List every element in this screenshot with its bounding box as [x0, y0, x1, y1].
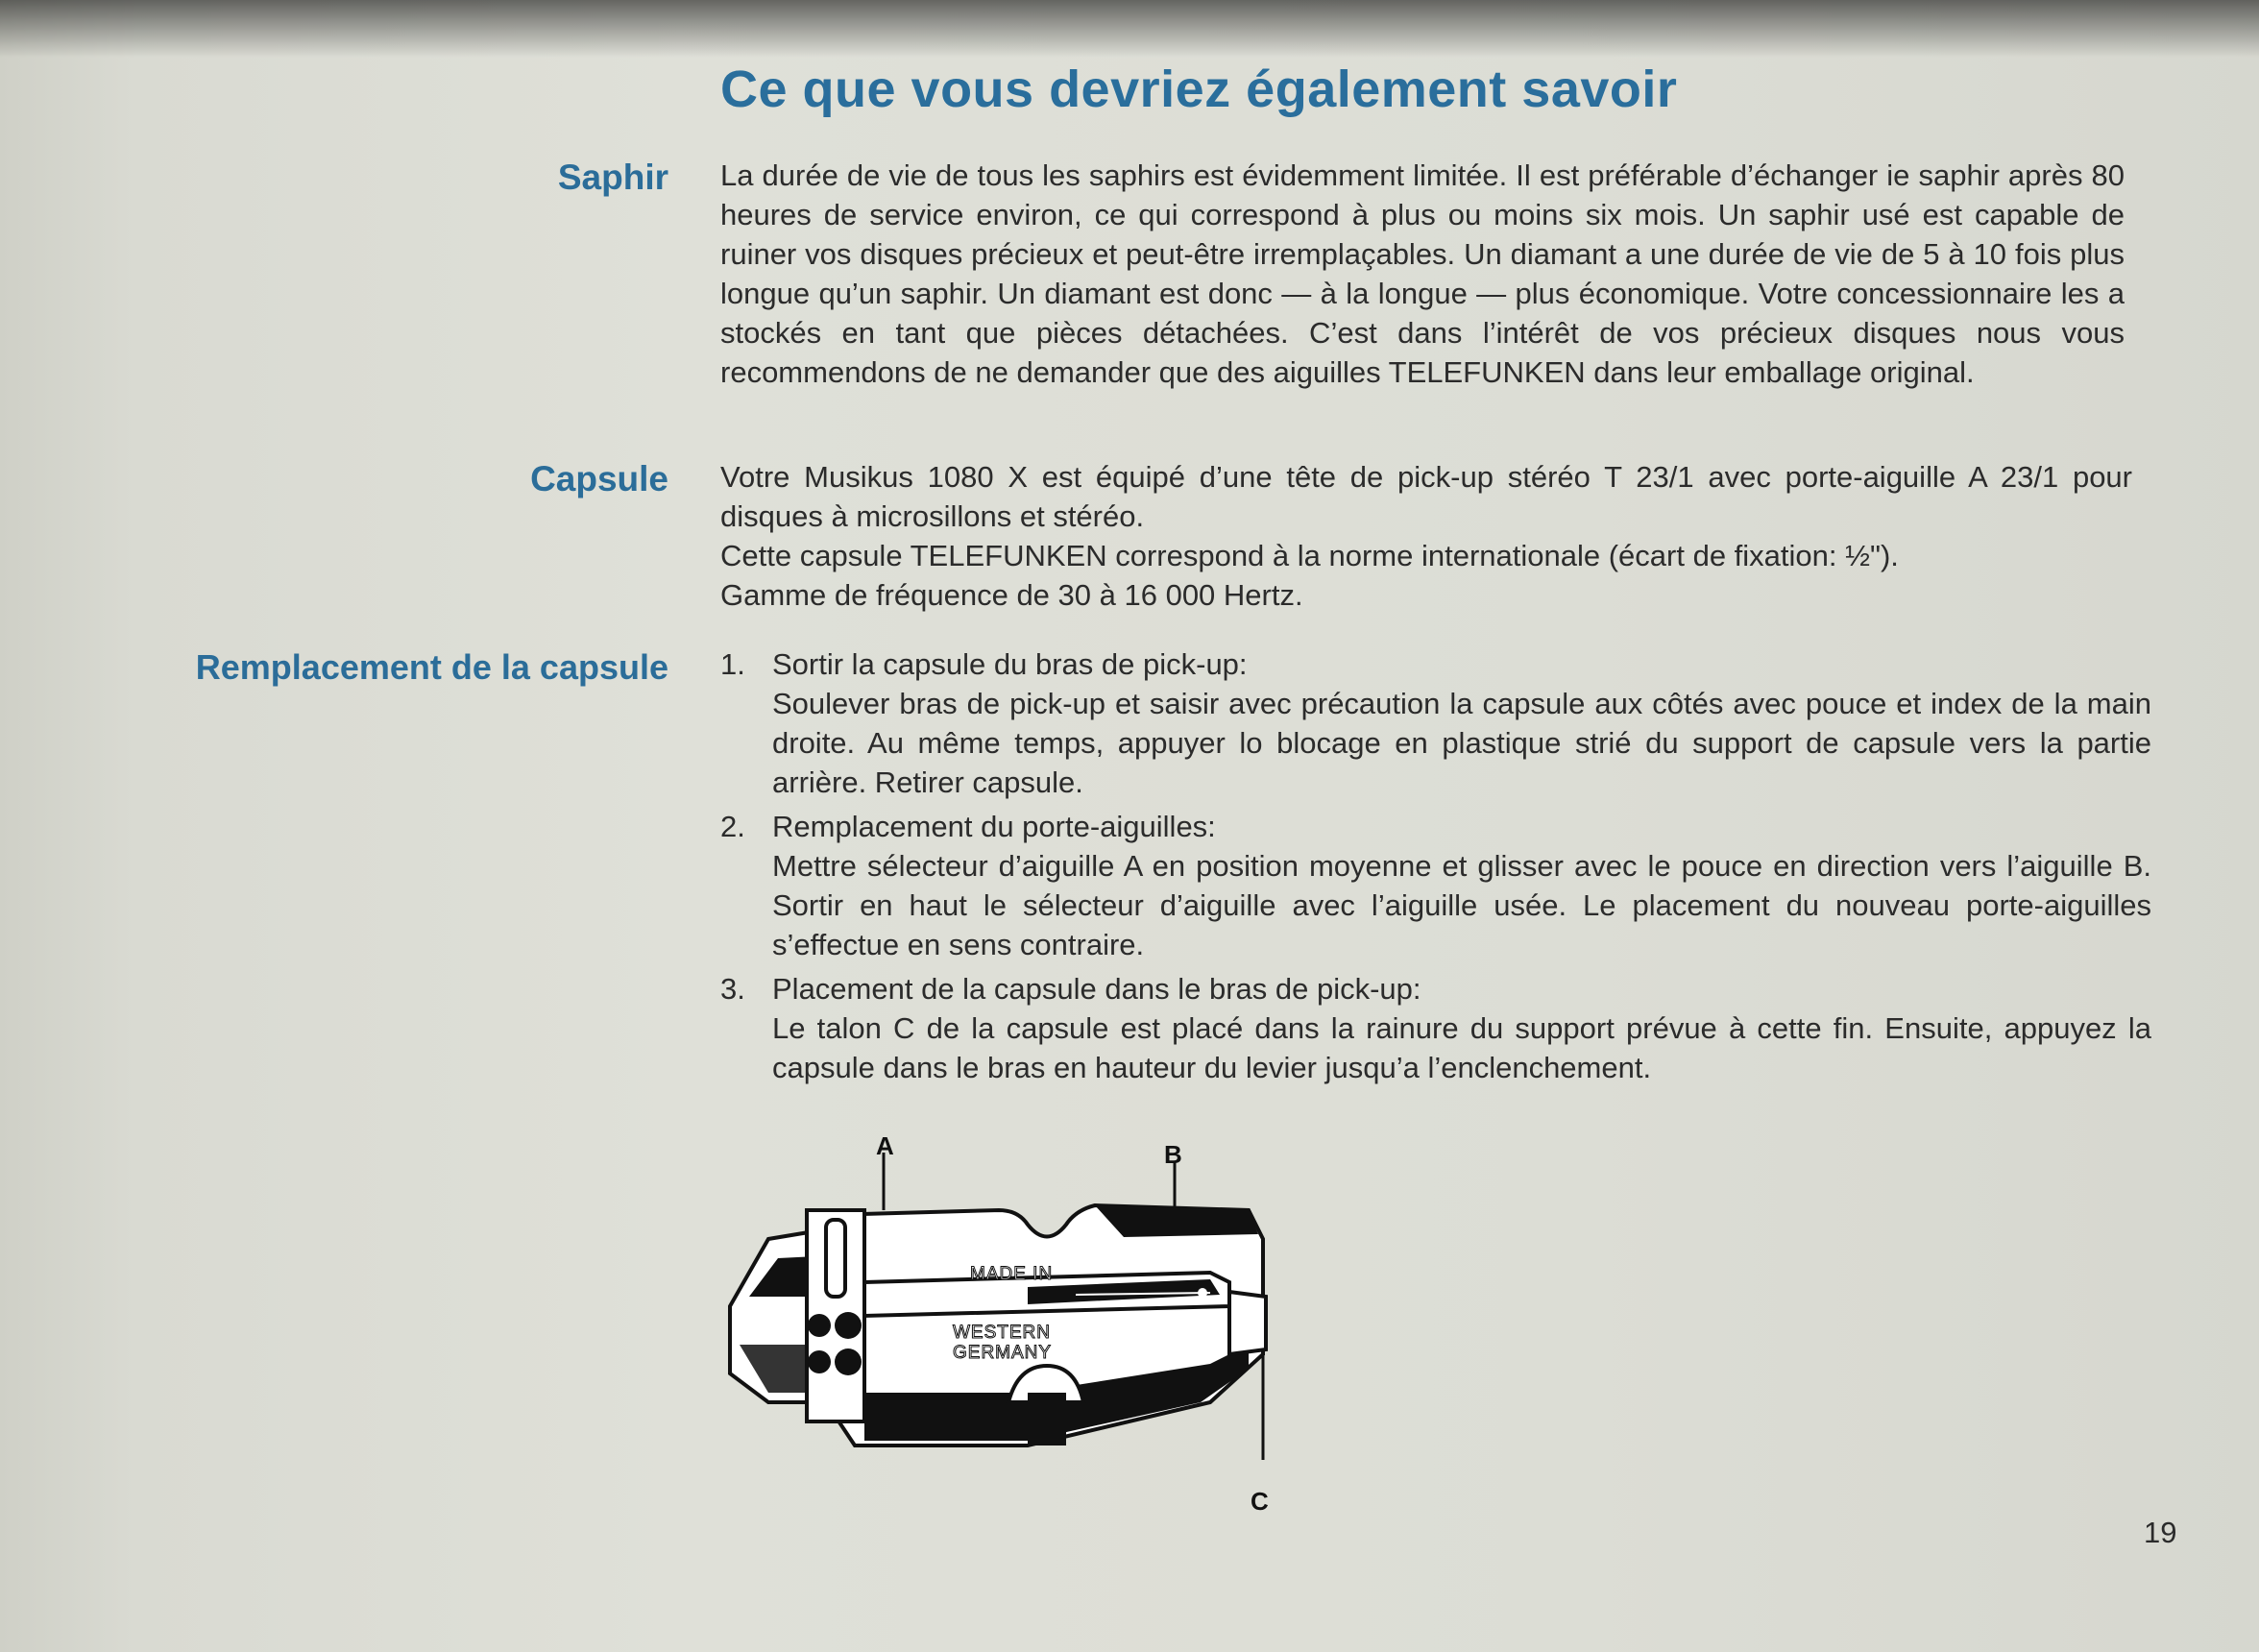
- terminal-pin-4: [808, 1350, 831, 1373]
- section-label-saphir: Saphir: [557, 158, 668, 197]
- label-c: C: [1251, 1487, 1269, 1516]
- step-heading: Remplacement du porte-aiguilles:: [772, 810, 1216, 843]
- selector-slot: [826, 1220, 845, 1297]
- stylus-tip: [1198, 1288, 1207, 1298]
- capsule-line-2: Cette capsule TELEFUNKEN correspond à la norme internationale (écart de fixation: ½").: [720, 539, 1899, 572]
- list-item: [720, 969, 2151, 1087]
- capsule-line-3: Gamme de fréquence de 30 à 16 000 Hertz.: [720, 578, 1303, 612]
- label-b: B: [1164, 1140, 1182, 1169]
- saphir-paragraph: La durée de vie de tous les saphirs est évidemment limitée. Il est préférable d’échanger ie saphir après 80 heures de service environ, ce qui correspond à plus ou moins six mois. Un saphir usé est capable de ruiner vos disques précieux et peut-être irremplaçables. Un diamant a une durée de vie de 5 à 10 fois plus longue qu’un saphir. Un diamant est donc — à la longue — plus économique. Votre concessionnaire les a stockés en tant que pièces détachées. C’est dans l’intérêt de vos précieux disques nous vous recommendons de ne demander que des aiguilles TELEFUNKEN dans leur emballage original.: [720, 158, 2125, 389]
- stamp-line-1: MADE IN: [970, 1264, 1054, 1284]
- step-heading: Sortir la capsule du bras de pick-up:: [772, 647, 1248, 681]
- step-number: 1.: [720, 647, 745, 681]
- section-label-capsule: Capsule: [530, 459, 668, 498]
- terminal-pin-1: [835, 1312, 862, 1339]
- replacement-steps: [720, 644, 2151, 1092]
- stylus-post: [1028, 1393, 1066, 1446]
- step-number: 2.: [720, 810, 745, 843]
- stamp-line-3: GERMANY: [953, 1343, 1053, 1363]
- label-a: A: [876, 1131, 894, 1160]
- capsule-line-1: Votre Musikus 1080 X est équipé d’une tête de pick-up stéréo T 23/1 avec porte-aiguille A 23/1 pour disques à microsillons et stéréo.: [720, 460, 2132, 533]
- page-top-shadow: [0, 0, 2259, 58]
- step-body: Soulever bras de pick-up et saisir avec précaution la capsule aux côtés avec pouce et index de la main droite. Au même temps, appuyer lo blocage en plastique strié du support de capsule vers la partie arrière. Retirer capsule.: [772, 687, 2151, 799]
- terminal-pin-2: [835, 1348, 862, 1375]
- rear-heel-c: [1229, 1292, 1266, 1354]
- step-body: Mettre sélecteur d’aiguille A en position moyenne et glisser avec le pouce en direction vers l’aiguille B. Sortir en haut le sélecteur d’aiguille avec l’aiguille usée. Le placement du nouveau porte-aiguilles s’effectue en sens contraire.: [772, 849, 2151, 961]
- step-heading: Placement de la capsule dans le bras de pick-up:: [772, 972, 1421, 1006]
- section-text-capsule: [720, 457, 2132, 615]
- page-number: 19: [2144, 1516, 2177, 1549]
- cartridge-diagram: [711, 1114, 1306, 1537]
- section-label-remplacement: Remplacement de la capsule: [195, 647, 668, 687]
- step-number: 3.: [720, 972, 745, 1006]
- list-item: [720, 807, 2151, 964]
- page-title: Ce que vous devriez également savoir: [720, 61, 1678, 118]
- stamp-line-2: WESTERN: [953, 1323, 1051, 1343]
- terminal-pin-3: [808, 1314, 831, 1337]
- step-body: Le talon C de la capsule est placé dans la rainure du support prévue à cette fin. Ensuite, appuyez la capsule dans le bras en hauteur du levier jusqu’a l’enclenchement.: [772, 1011, 2151, 1084]
- section-text-saphir: [720, 156, 2125, 392]
- list-item: [720, 644, 2151, 802]
